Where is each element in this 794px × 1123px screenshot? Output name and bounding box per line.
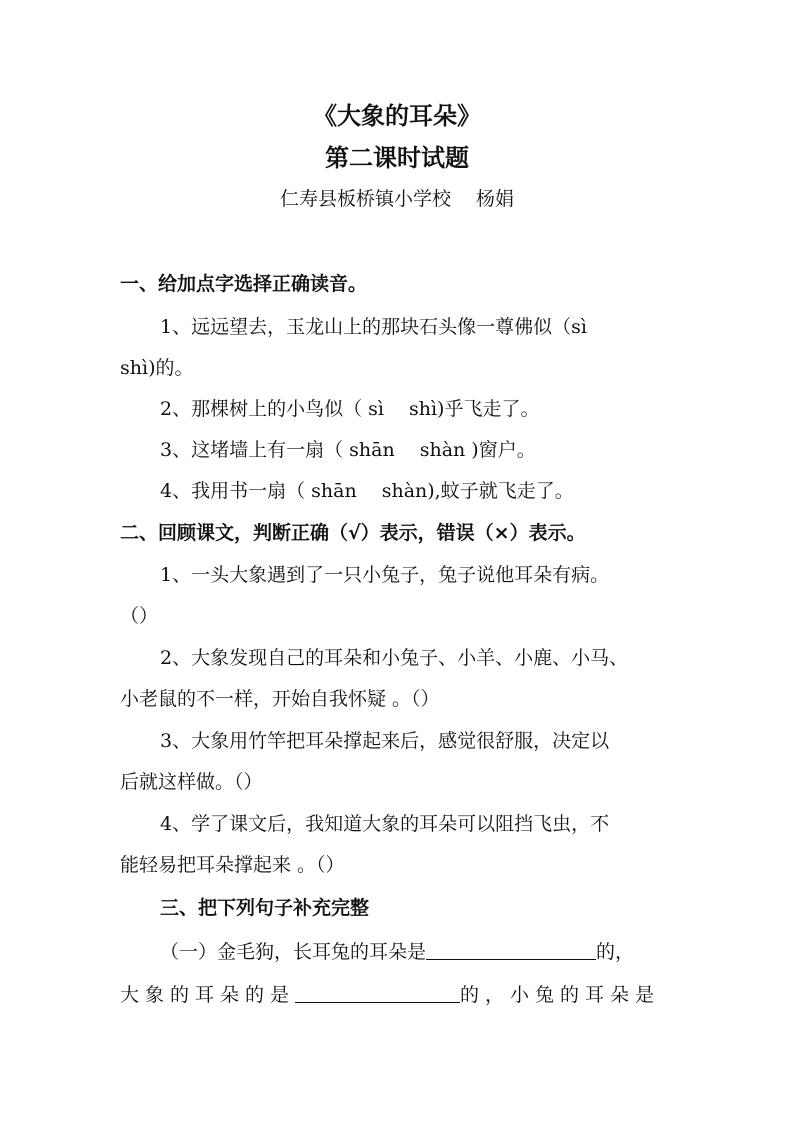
s2-question-2-cont: 小老鼠的不一样，开始自我怀疑 。（） <box>120 688 440 710</box>
document-title: 《大象的耳朵》 <box>313 102 481 130</box>
section1-heading: 一、给加点字选择正确读音。 <box>120 273 368 295</box>
s1-question-4: 4、我用书一扇（ shān shàn),蚊子就飞走了。 <box>160 480 574 502</box>
s3-sentence-2-part1: 大象的耳朵的是 <box>120 984 296 1006</box>
s2-question-3-cont: 后就这样做。（） <box>120 771 263 793</box>
s3-sentence-1-part2: 的， <box>596 941 635 963</box>
s3-sentence-1-part1: （一）金毛狗，长耳兔的耳朵是 <box>160 941 427 963</box>
section2-heading: 二、回顾课文，判断正确（√）表示，错误（×）表示。 <box>120 522 586 544</box>
section3-heading: 三、把下列句子补充完整 <box>160 897 370 919</box>
s3-sentence-2-part2: 的，小兔的耳朵是 <box>460 984 661 1006</box>
s1-question-1: 1、远远望去，玉龙山上的那块石头像一尊佛似（sì <box>160 316 587 338</box>
s2-question-4: 4、学了课文后，我知道大象的耳朵可以阻挡飞虫，不 <box>160 813 610 835</box>
document-subtitle: 第二课时试题 <box>325 144 469 172</box>
fill-blank-2[interactable] <box>295 984 460 1003</box>
s1-question-1-cont: shì)的。 <box>120 357 194 379</box>
s2-question-3: 3、大象用竹竿把耳朵撑起来后，感觉很舒服，决定以 <box>160 730 610 752</box>
s3-sentence-1 <box>160 941 634 962</box>
s2-question-2: 2、大象发现自己的耳朵和小兔子、小羊、小鹿、小马、 <box>160 647 629 669</box>
s1-question-3: 3、这堵墙上有一扇（ shān shàn )窗户。 <box>160 439 536 461</box>
fill-blank-1[interactable] <box>426 941 596 960</box>
s2-question-1-cont: （） <box>120 605 159 627</box>
author-line: 仁寿县板桥镇小学校 杨娟 <box>279 188 515 210</box>
s2-question-1: 1、一头大象遇到了一只小兔子，兔子说他耳朵有病。 <box>160 564 610 586</box>
s1-question-2: 2、那棵树上的小鸟似（ sì shì)乎飞走了。 <box>160 398 540 420</box>
s2-question-4-cont: 能轻易把耳朵撑起来 。（） <box>120 854 345 876</box>
s3-sentence-2 <box>120 984 660 1005</box>
